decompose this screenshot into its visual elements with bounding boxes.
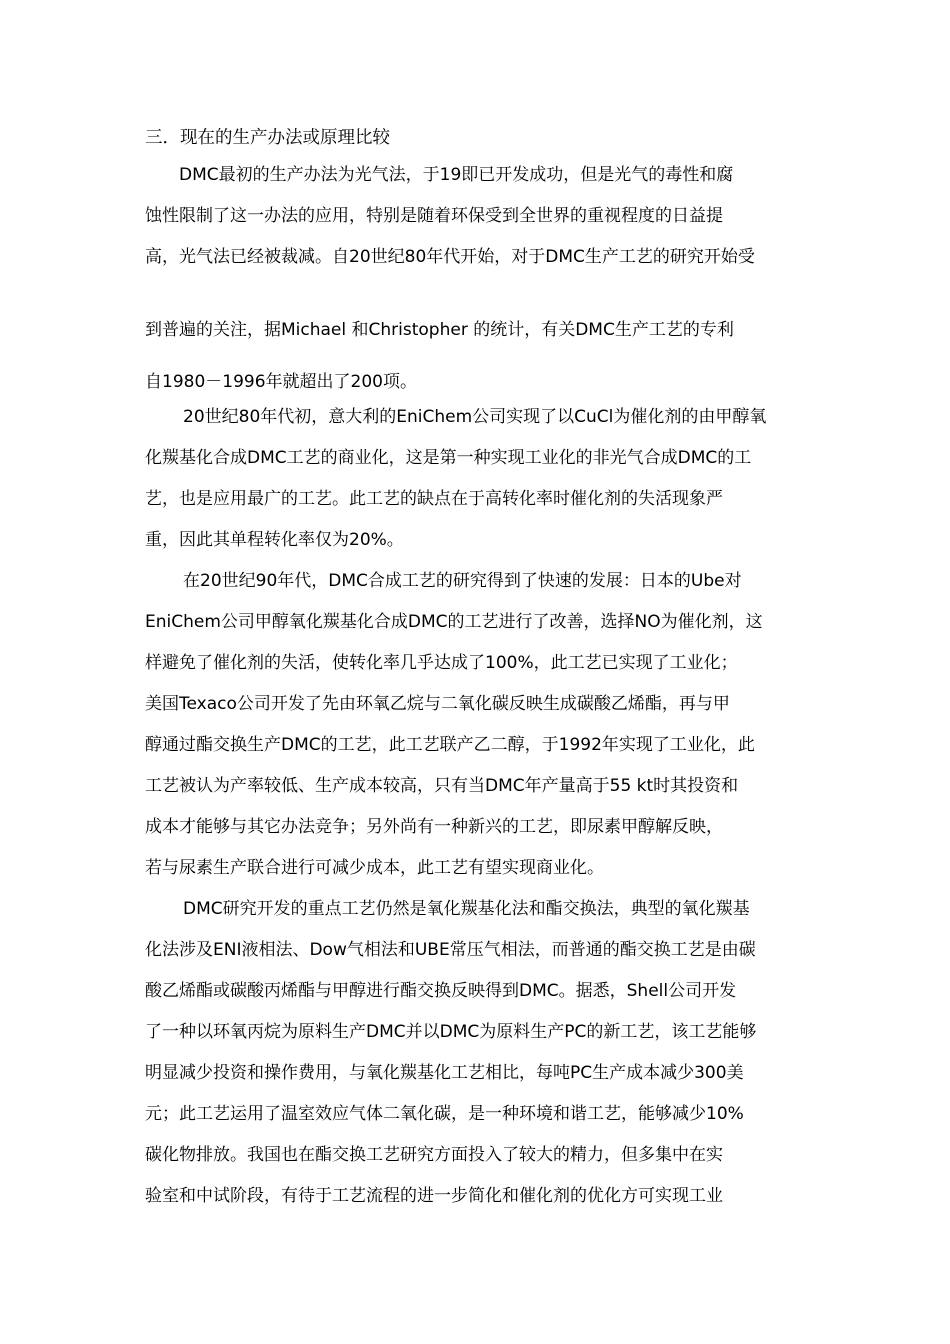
paragraph-line: 醇通过酯交换生产DMC的工艺，此工艺联产乙二醇，于1992年实现了工业化，此 (145, 735, 755, 755)
paragraph-line: 20世纪80年代初，意大利的EniChem公司实现了以CuCl为催化剂的由甲醇氧 (183, 407, 767, 427)
section-heading: 三．现在的生产办法或原理比较 (145, 128, 390, 148)
paragraph-line: DMC研究开发的重点工艺仍然是氧化羰基化法和酯交换法，典型的氧化羰基 (183, 899, 750, 919)
paragraph-line: 样避免了催化剂的失活，使转化率几乎达成了100%，此工艺已实现了工业化； (145, 653, 738, 673)
paragraph-line: 酸乙烯酯或碳酸丙烯酯与甲醇进行酯交换反映得到DMC。据悉，Shell公司开发 (145, 981, 737, 1001)
paragraph-line: 验室和中试阶段，有待于工艺流程的进一步简化和催化剂的优化方可实现工业 (145, 1186, 723, 1206)
paragraph-line: 在20世纪90年代，DMC合成工艺的研究得到了快速的发展：日本的Ube对 (183, 571, 742, 591)
paragraph-line: 明显减少投资和操作费用，与氧化羰基化工艺相比，每吨PC生产成本减少300美 (145, 1063, 744, 1083)
paragraph-line: 到普遍的关注，据Michael 和Christopher 的统计，有关DMC生产工艺的专利 (145, 320, 734, 340)
paragraph-line: 成本才能够与其它办法竞争；另外尚有一种新兴的工艺，即尿素甲醇解反映， (145, 817, 723, 837)
paragraph-line: EniChem公司甲醇氧化羰基化合成DMC的工艺进行了改善，选择NO为催化剂，这 (145, 612, 763, 632)
paragraph-line: 碳化物排放。我国也在酯交换工艺研究方面投入了较大的精力，但多集中在实 (145, 1145, 723, 1165)
paragraph-line: 自1980－1996年就超出了200项。 (145, 372, 417, 392)
paragraph-line: 工艺被认为产率较低、生产成本较高，只有当DMC年产量高于55 kt时其投资和 (145, 776, 739, 796)
paragraph-line: 美国Texaco公司开发了先由环氧乙烷与二氧化碳反映生成碳酸乙烯酯，再与甲 (145, 694, 730, 714)
paragraph-line: 了一种以环氧丙烷为原料生产DMC并以DMC为原料生产PC的新工艺，该工艺能够 (145, 1022, 757, 1042)
paragraph-line: 重，因此其单程转化率仅为20%。 (145, 530, 404, 550)
paragraph-line: 艺，也是应用最广的工艺。此工艺的缺点在于高转化率时催化剂的失活现象严 (145, 489, 723, 509)
paragraph-line: DMC最初的生产办法为光气法，于19即已开发成功，但是光气的毒性和腐 (179, 165, 734, 185)
paragraph-line: 化羰基化合成DMC工艺的商业化，这是第一种实现工业化的非光气合成DMC的工 (145, 448, 752, 468)
paragraph-line: 化法涉及ENI液相法、Dow气相法和UBE常压气相法，而普通的酯交换工艺是由碳 (145, 940, 756, 960)
paragraph-line: 蚀性限制了这一办法的应用，特别是随着环保受到全世界的重视程度的日益提 (145, 206, 723, 226)
paragraph-line: 高，光气法已经被裁减。自20世纪80年代开始，对于DMC生产工艺的研究开始受 (145, 247, 755, 267)
paragraph-line: 元；此工艺运用了温室效应气体二氧化碳，是一种环境和谐工艺，能够减少10% (145, 1104, 744, 1124)
paragraph-line: 若与尿素生产联合进行可减少成本，此工艺有望实现商业化。 (145, 858, 604, 878)
